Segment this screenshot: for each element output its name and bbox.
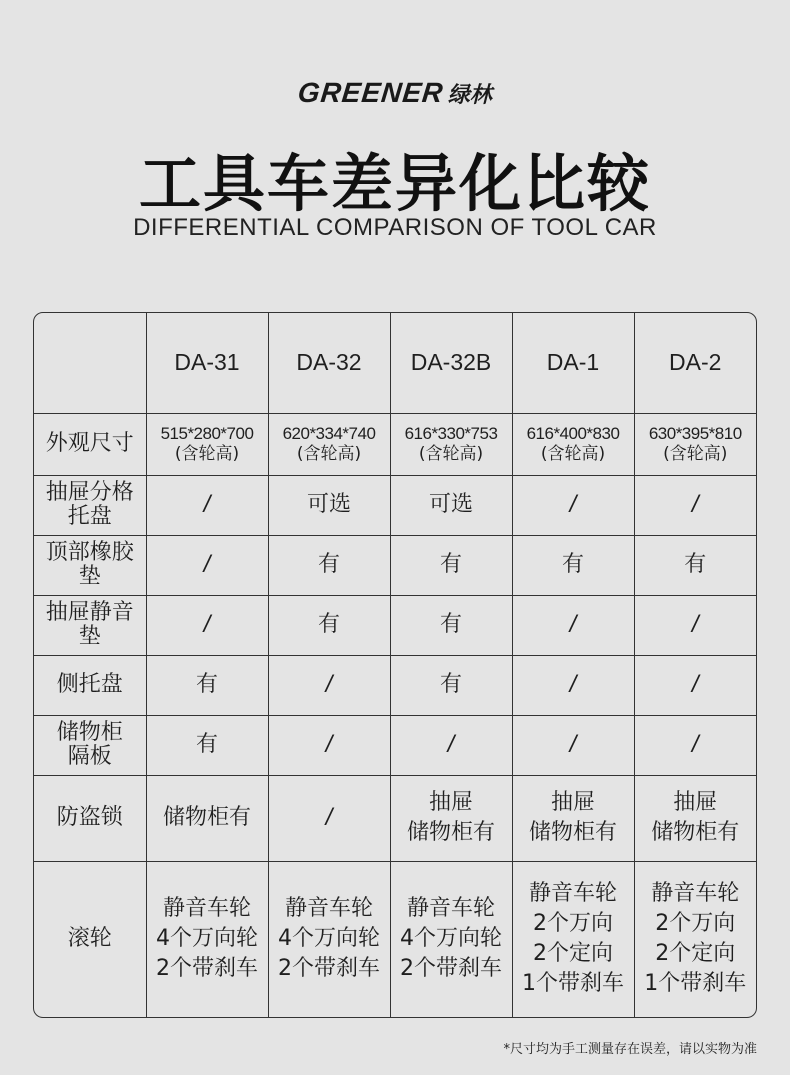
feature-row [34,595,756,655]
header-row [34,313,756,413]
feature-cell: 有 [390,535,512,595]
size-cell: 515*280*700 (含轮高) [146,413,268,475]
size-cell: 616*330*753 (含轮高) [390,413,512,475]
feature-cell: / [634,715,756,775]
feature-cell: / [634,475,756,535]
feature-cell: 有 [634,535,756,595]
feature-cell: 有 [146,715,268,775]
wheel-cell: 静音车轮 4个万向轮 2个带刹车 [268,861,390,1017]
feature-cell: / [634,595,756,655]
brand-logo [0,76,790,110]
model-header: DA-31 [146,313,268,413]
feature-cell: 有 [390,655,512,715]
feature-cell: / [634,655,756,715]
lock-cell: 储物柜有 [146,775,268,861]
row-label-wheel: 滚轮 [34,861,146,1017]
lock-cell: 抽屉 储物柜有 [634,775,756,861]
feature-row [34,475,756,535]
size-cell: 630*395*810 (含轮高) [634,413,756,475]
page-subtitle: DIFFERENTIAL COMPARISON OF TOOL CAR [133,214,657,241]
feature-cell: 有 [512,535,634,595]
feature-cell: 可选 [268,475,390,535]
feature-row [34,715,756,775]
lock-row [34,775,756,861]
comparison-table [33,312,757,1018]
feature-cell: / [512,475,634,535]
model-header: DA-2 [634,313,756,413]
wheel-cell: 静音车轮 4个万向轮 2个带刹车 [390,861,512,1017]
wheel-cell: 静音车轮 2个万向 2个定向 1个带刹车 [634,861,756,1017]
feature-cell: 有 [268,535,390,595]
row-label-lock: 防盗锁 [34,775,146,861]
row-label: 抽屉静音 垫 [34,595,146,655]
brand-name-cn: 绿林 [447,83,492,108]
row-label: 抽屉分格 托盘 [34,475,146,535]
feature-cell: 有 [390,595,512,655]
lock-cell: 抽屉 储物柜有 [390,775,512,861]
feature-cell: / [512,655,634,715]
wheel-cell: 静音车轮 4个万向轮 2个带刹车 [146,861,268,1017]
brand-name-en: GREENER [296,77,446,108]
feature-cell: 可选 [390,475,512,535]
feature-cell: 有 [268,595,390,655]
page-title: 工具车差异化比较 [138,147,651,220]
size-cell: 616*400*830 (含轮高) [512,413,634,475]
feature-cell: / [390,715,512,775]
feature-row [34,535,756,595]
row-label: 侧托盘 [34,655,146,715]
feature-cell: / [268,655,390,715]
model-header: DA-32B [390,313,512,413]
feature-cell: / [146,475,268,535]
feature-cell: 有 [146,655,268,715]
footnote: *尺寸均为手工测量存在误差，请以实物为准 [503,1042,757,1057]
feature-cell: / [512,595,634,655]
wheel-cell: 静音车轮 2个万向 2个定向 1个带刹车 [512,861,634,1017]
wheel-row [34,861,756,1017]
size-cell: 620*334*740 (含轮高) [268,413,390,475]
feature-row [34,655,756,715]
lock-cell: 抽屉 储物柜有 [512,775,634,861]
feature-cell: / [146,595,268,655]
feature-cell: / [268,715,390,775]
row-label: 储物柜 隔板 [34,715,146,775]
feature-cell: / [146,535,268,595]
model-header: DA-32 [268,313,390,413]
size-row [34,413,756,475]
comparison-grid [34,313,756,1017]
header-corner [34,313,146,413]
row-label: 顶部橡胶 垫 [34,535,146,595]
lock-cell: / [268,775,390,861]
model-header: DA-1 [512,313,634,413]
feature-cell: / [512,715,634,775]
row-label-size: 外观尺寸 [34,413,146,475]
